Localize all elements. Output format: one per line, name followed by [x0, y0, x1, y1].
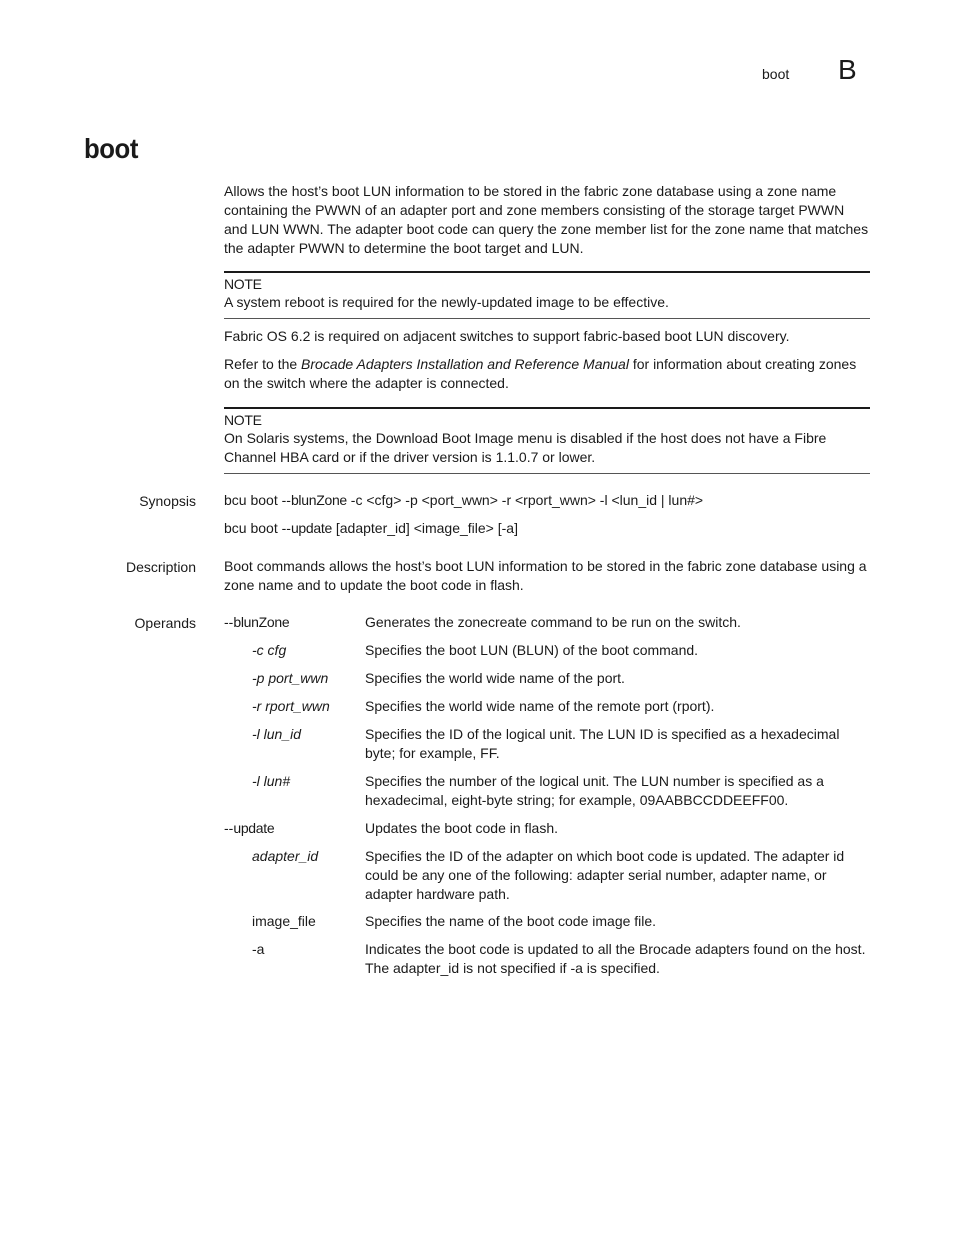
- operand-term: adapter_id: [252, 848, 319, 864]
- description-label: Description: [125, 559, 196, 575]
- description-text: Boot commands allows the host’s boot LUN information to be stored in the fabric zone database using a zone name and to update the boot code in flash.: [224, 558, 867, 593]
- refer-before: Refer to the: [224, 356, 302, 372]
- intro-paragraph: Allows the host’s boot LUN information to be stored in the fabric zone database using a zone name containing the PWWN of an adapter port and zone members consisting of the storage target PWWN and LUN WWN. The adapter boot code can query the zone member list for the zone name that matches the adapter PWWN to determine the boot target and LUN.: [224, 183, 869, 256]
- synopsis-line-blunzone: [224, 491, 870, 510]
- note-label: NOTE: [224, 276, 262, 292]
- operand-definition: Generates the zonecreate command to be run on the switch.: [365, 614, 741, 630]
- operand-definition: Updates the boot code in flash.: [365, 820, 559, 836]
- operand-term: -l lun#: [252, 773, 291, 789]
- operand-term: --blunZone: [224, 614, 290, 630]
- page-title: boot: [84, 133, 138, 164]
- operand-term: -l lun_id: [252, 726, 302, 742]
- synopsis-args: [adapter_id] <image_file> [-a]: [331, 520, 518, 536]
- synopsis-label: Synopsis: [139, 493, 196, 509]
- operand-definition: Specifies the boot LUN (BLUN) of the boot command.: [365, 642, 699, 658]
- running-header-section: boot: [762, 66, 790, 82]
- operand-term: -p port_wwn: [252, 670, 329, 686]
- synopsis-prefix: bcu boot --: [224, 520, 291, 536]
- operand-definition: Specifies the ID of the adapter on which boot code is updated. The adapter id could be any one of the following: adapter serial number, adapter name, or adapter hardware path.: [365, 848, 845, 902]
- operand-definition: Specifies the name of the boot code image file.: [365, 913, 657, 929]
- synopsis-command: blunZone: [290, 492, 347, 508]
- operand-definition: Specifies the world wide name of the port.: [365, 670, 625, 686]
- operand-definition: Specifies the ID of the logical unit. The LUN ID is specified as a hexadecimal byte; for example, FF.: [365, 726, 840, 761]
- refer-after: for information about creating zones on the switch where the adapter is connected.: [224, 356, 857, 391]
- operand-term: -r rport_wwn: [252, 698, 330, 714]
- operand-definition: Specifies the number of the logical unit. The LUN number is specified as a hexadecimal, eight-byte string; for example, 09AABBCCDDEEFF00.: [365, 773, 824, 808]
- operand-term: -c cfg: [252, 642, 287, 658]
- operand-definition: Indicates the boot code is updated to all the Brocade adapters found on the host. The adapter_id is not specified if -a is specified.: [365, 941, 866, 976]
- synopsis-line-update: [224, 519, 870, 538]
- note-box-reboot: [224, 271, 870, 319]
- note-label: NOTE: [224, 412, 262, 428]
- operand-term: image_file: [252, 913, 316, 929]
- operand-definition: Specifies the world wide name of the remote port (rport).: [365, 698, 715, 714]
- note-text: A system reboot is required for the newly-updated image to be effective.: [224, 294, 669, 310]
- fabric-os-paragraph: Fabric OS 6.2 is required on adjacent switches to support fabric-based boot LUN discovery.: [224, 328, 790, 344]
- synopsis-args: -c <cfg> -p <port_wwn> -r <rport_wwn> -l <lun_id | lun#>: [346, 492, 704, 508]
- running-header-appendix-letter: B: [838, 54, 857, 85]
- note-text: On Solaris systems, the Download Boot Image menu is disabled if the host does not have a Fibre Channel HBA card or if the driver version is 1.1.0.7 or lower.: [224, 430, 827, 465]
- operand-term: --update: [224, 820, 275, 836]
- manual-title: Brocade Adapters Installation and Reference Manual: [301, 356, 629, 372]
- note-box-solaris: [224, 407, 870, 474]
- refer-paragraph: [224, 355, 870, 393]
- operand-term: -a: [252, 941, 265, 957]
- operands-label: Operands: [134, 615, 196, 631]
- synopsis-prefix: bcu boot --: [224, 492, 291, 508]
- synopsis-command: update: [290, 520, 332, 536]
